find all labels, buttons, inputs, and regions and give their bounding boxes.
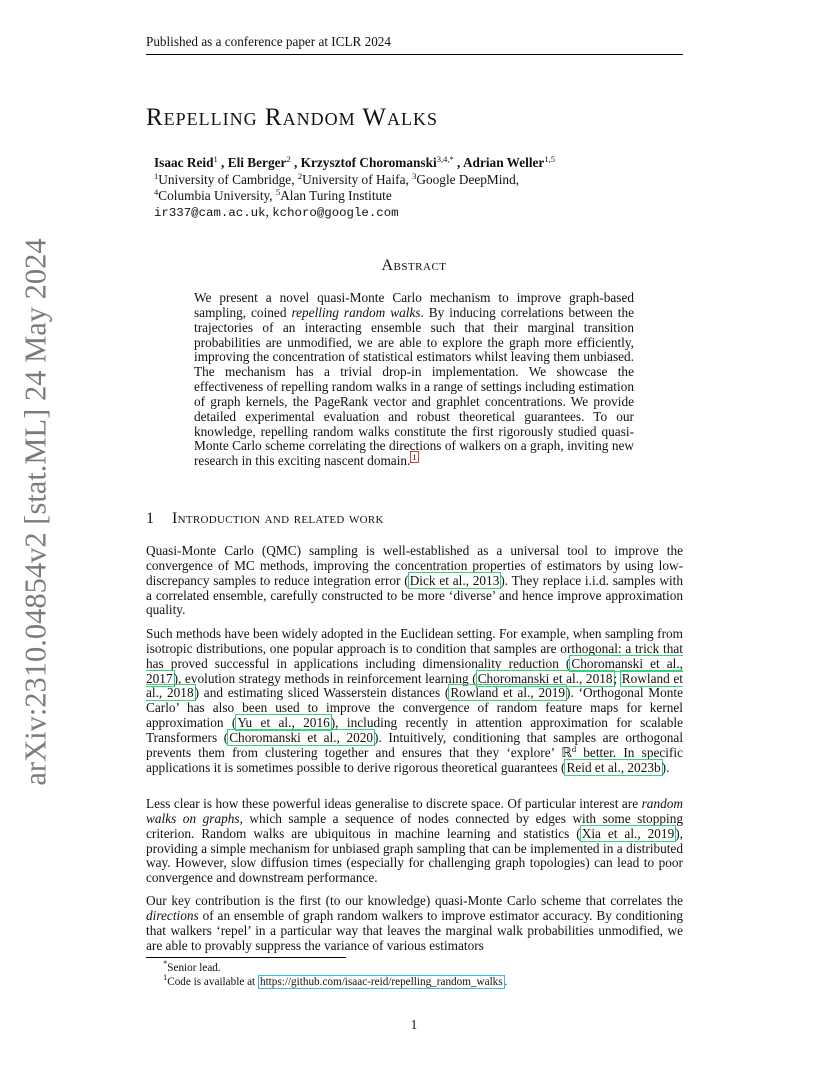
- footnote-divider: [146, 957, 346, 958]
- author-list: [154, 155, 555, 171]
- abstract-heading: Abstract: [381, 257, 447, 274]
- affiliation: University of Cambridge,: [158, 172, 298, 187]
- affiliation-sup: 5: [275, 187, 281, 197]
- paragraph-3: [146, 797, 683, 886]
- footnote-code: [163, 972, 508, 988]
- separator: ,: [290, 155, 301, 170]
- affiliation: Alan Turing Institute: [280, 188, 392, 203]
- body-text: better. In specific applications it is sometimes possible to derive rigorous theoretical guarantees (: [146, 744, 683, 775]
- author-name: Isaac Reid: [154, 155, 214, 170]
- abstract-body: [194, 291, 634, 469]
- citation-link[interactable]: Rowland et al., 2018: [146, 670, 683, 701]
- section-number: 1: [146, 510, 155, 527]
- author-name: Eli Berger: [227, 155, 287, 170]
- body-text: Quasi-Monte Carlo (QMC) sampling is well-established as a universal tool to improve the convergence of MC methods, improving the concentration properties of estimators by using low-discrepancy samples to reduce integration error (: [146, 543, 683, 588]
- footnote-mark: 1: [163, 972, 168, 982]
- affiliation: University of Haifa,: [302, 172, 413, 187]
- citation-link[interactable]: Dick et al., 2013: [409, 572, 500, 588]
- affiliation-sup: 1,5: [544, 154, 555, 164]
- author-name: Krzysztof Choromanski: [300, 155, 437, 170]
- superscript: d: [571, 743, 577, 754]
- affiliation-sup: 1: [154, 171, 159, 181]
- emphasis: random walks on graphs: [146, 796, 683, 826]
- paragraph-1: [146, 544, 683, 618]
- footnote-senior-lead: [163, 958, 221, 974]
- separator: ,: [265, 204, 273, 219]
- running-header: [146, 34, 683, 55]
- abstract-emphasis: repelling random walks: [291, 304, 421, 320]
- paper-title: Repelling Random Walks: [146, 104, 438, 131]
- footnote-mark: *: [163, 958, 168, 968]
- affiliation-sup: 2: [297, 171, 303, 181]
- section-heading: [146, 510, 384, 528]
- footnote-link[interactable]: 1: [412, 452, 417, 463]
- code-url-link[interactable]: https://github.com/isaac-reid/repelling_random_walks: [259, 976, 503, 988]
- body-text: ), evolution strategy methods in reinforcement learning (: [173, 670, 477, 686]
- footnote-text: .: [504, 976, 508, 988]
- section-title: Introduction and related work: [172, 510, 384, 527]
- paragraph-4: [146, 894, 683, 953]
- email-link[interactable]: kchoro@google.com: [272, 206, 399, 220]
- affiliation: Google DeepMind,: [416, 172, 520, 187]
- citation-link[interactable]: Rowland et al., 2019: [450, 685, 566, 701]
- body-text: ), providing a simple mechanism for unbiased graph sampling that can be implemented in a distributed way. However, slow diffusion times (especially for challenging graph topologies) can lead to poor convergence and downstream performance.: [146, 825, 683, 886]
- affiliations-line-2: [154, 188, 392, 204]
- body-text: , which sample a sequence of nodes connected by edges with some stopping criterion. Random walks are ubiquitous in machine learning and statistics (: [146, 810, 683, 841]
- footnote-text: Code is available at: [167, 976, 258, 988]
- page-number: 1: [410, 1017, 418, 1032]
- footnote-text: Senior lead.: [167, 962, 221, 974]
- body-text: ).: [661, 759, 670, 775]
- venue-text: Published as a conference paper at ICLR 2024: [146, 34, 391, 49]
- affiliation-sup: 2: [286, 154, 291, 164]
- body-text: ), including recently in attention approximation for scalable Transformers (: [146, 715, 683, 745]
- body-text: ). Intuitively, conditioning that samples are orthogonal prevents them from clustering together and ensures that they ‘explore’ ℝ: [146, 729, 684, 760]
- body-text: Our key contribution is the first (to our knowledge) quasi-Monte Carlo scheme that correlates the: [146, 893, 683, 908]
- separator: ,: [217, 155, 228, 170]
- emphasis: directions: [146, 907, 199, 923]
- body-text: of an ensemble of graph random walkers to improve estimator accuracy. By conditioning that walkers ‘repel’ in a particular way that leaves the marginal walk probabilities unmodified, we are able to provably suppress the variance of various estimators: [146, 907, 683, 953]
- citation-link[interactable]: Choromanski et al., 2017: [146, 655, 683, 686]
- citation-link[interactable]: Yu et al., 2016: [237, 715, 330, 731]
- citation-link[interactable]: Choromanski et al., 2018: [477, 670, 613, 686]
- paragraph-2: [146, 627, 683, 775]
- affiliations-line-1: [154, 172, 519, 188]
- body-text: ) and estimating sliced Wasserstein distances (: [194, 685, 450, 701]
- affiliation-sup: 3,4,*: [436, 154, 454, 164]
- abstract-text: . By inducing correlations between the trajectories of an interacting ensemble such that their marginal transition probabilities are unmodified, we are able to explore the graph more efficiently, improving the concentration of statistical estimators whilst leaving them unbiased. The mechanism has a trivial drop-in implementation. We showcase the effectiveness of repelling random walks in a range of settings including estimation of graph kernels, the PageRank vector and graphlet concentrations. We provide detailed experimental evaluation and robust theoretical guarantees. To our knowledge, repelling random walks constitute the first rigorously studied quasi-Monte Carlo scheme correlating the directions of walkers on a graph, inviting new research in this exciting nascent domain.: [194, 304, 634, 469]
- body-text: Less clear is how these powerful ideas generalise to discrete space. Of particular interest are: [146, 796, 642, 811]
- citation-link[interactable]: Choromanski et al., 2020: [229, 729, 374, 745]
- arxiv-identifier: arXiv:2310.04854v2 [stat.ML] 24 May 2024: [18, 238, 53, 786]
- body-text: ;: [613, 670, 621, 686]
- affiliation: Columbia University,: [158, 188, 276, 203]
- citation-link[interactable]: Reid et al., 2023b: [566, 759, 661, 775]
- body-text: ). ‘Orthogonal Monte Carlo’ has also been used to improve the convergence of random feature maps for kernel approximation (: [146, 685, 684, 731]
- affiliation-sup: 1: [213, 154, 218, 164]
- abstract-text: We present a novel quasi-Monte Carlo mechanism to improve graph-based sampling, coined: [194, 290, 634, 320]
- body-text: ). They replace i.i.d. samples with a correlated ensemble, carefully constructed to be more ‘diverse’ and hence improve approximation quality.: [146, 572, 683, 618]
- arxiv-sidebar: [0, 0, 70, 1072]
- affiliation-sup: 3: [412, 171, 417, 181]
- emails: [154, 204, 399, 221]
- email-link[interactable]: ir337@cam.ac.uk: [154, 206, 266, 220]
- body-text: Such methods have been widely adopted in the Euclidean setting. For example, when sampling from isotropic distributions, one popular approach is to condition that samples are orthogonal: a trick that has proved successful in applications including dimensionality reduction (: [146, 626, 683, 671]
- author-name: Adrian Weller: [462, 155, 545, 170]
- affiliation-sup: 4: [154, 187, 159, 197]
- separator: ,: [453, 155, 463, 170]
- citation-link[interactable]: Xia et al., 2019: [581, 825, 675, 841]
